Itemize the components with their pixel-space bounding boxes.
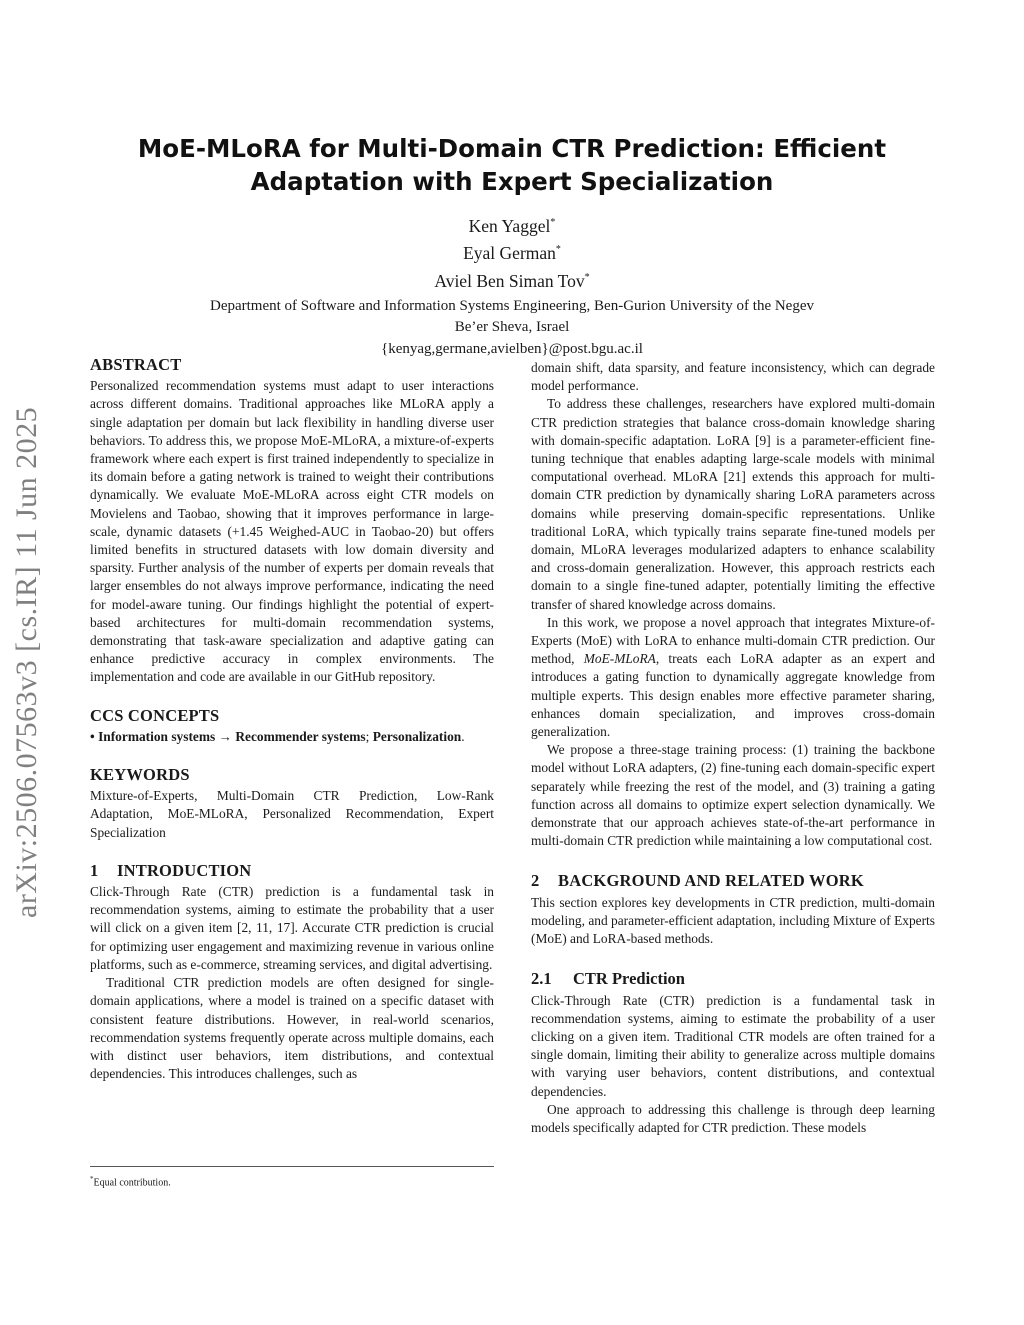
abstract-text: Personalized recommendation systems must adapt to user interactions across different domains. Traditional approaches like MLoRA apply a single adaptation per domain but lack flexibility in handling diverse user behaviors. To address this, we propose MoE-MLoRA, a mixture-of-experts framework where each expert is first trained independently to specialize in its domain before a gating network is trained to weight their contributions dynamically. We evaluate MoE-MLoRA across eight CTR models on Movielens and Taobao, showing that it improves performance in large-scale, dynamic datasets (+1.45 Weighed-AUC in Taobao-20) but offers limited benefits in structured datasets with low domain diversity and sparsity. Further analysis of the number of experts per domain reveals that larger ensembles do not always improve performance, indicating the need for model-aware tuning. Our findings highlight the potential of expert-based architectures for multi-domain recommendation systems, demonstrating that task-aware specialization and adaptive gating can enhance predictive accuracy in complex environments. The implementation and code are available in our GitHub repository. [90, 378, 494, 685]
affiliation-department: Department of Software and Information Systems Engineering, Ben-Gurion University of the Negev [209, 297, 814, 314]
ctr-prediction-heading: 2.1 CTR Prediction [531, 969, 685, 989]
ccs-concepts: • Information systems → Recommender systems; Personalization. [90, 728, 465, 744]
abstract-heading: ABSTRACT [90, 355, 182, 374]
introduction-paragraph: In this work, we propose a novel approach that integrates Mixture-of-Experts (MoE) with LoRA to enhance multi-domain CTR prediction. Our method, MoE-MLoRA, treats each LoRA adapter as an expert and introduces a gating function to dynamically aggregate knowledge from multiple experts. This design enables more effective parameter sharing, enhances domain specialization, and improves cross-domain generalization. [531, 614, 935, 740]
author: Eyal German* [463, 243, 561, 264]
keywords-heading: KEYWORDS [90, 765, 190, 785]
ctr-prediction-paragraph: Click-Through Rate (CTR) prediction is a fundamental task in recommendation systems, aiming to estimate the probability of a user clicking on a given item. Traditional CTR models are often trained for a single domain, limiting their ability to generalize across multiple domains with varying user behaviors, content distributions, and contextual dependencies. [531, 992, 935, 1099]
paper-title: MoE-MLoRA for Multi-Domain CTR Prediction: Efficient Adaptation with Expert Specialization [137, 134, 887, 196]
background-text: This section explores key developments in CTR prediction, multi-domain modeling, and parameter-efficient adaptation, including Mixture of Experts (MoE) and LoRA-based methods. [531, 894, 935, 947]
paper-header [90, 132, 934, 360]
introduction-heading: 1 INTRODUCTION [90, 860, 252, 880]
background-heading: 2 BACKGROUND AND RELATED WORK [531, 871, 864, 891]
affiliation [90, 296, 934, 361]
author: Ken Yaggel* [468, 215, 556, 236]
affiliation-location: Be’er Sheva, Israel [454, 319, 570, 336]
method-name: MoE-MLoRA [583, 651, 656, 667]
footnote: *Equal contribution. [90, 1166, 494, 1189]
author-list [90, 211, 934, 293]
introduction-paragraph-continued: domain shift, data sparsity, and feature inconsistency, which can degrade model performance. [531, 360, 935, 394]
arxiv-identifier: arXiv:2506.07563v3 [cs.IR] 11 Jun 2025 [10, 406, 43, 919]
author: Aviel Ben Siman Tov* [434, 270, 590, 291]
ctr-prediction-paragraph: One approach to addressing this challenge is through deep learning models specifically adapted for CTR prediction. These models [531, 1101, 935, 1135]
introduction-paragraph: We propose a three-stage training process: (1) training the backbone model without LoRA adapters, (2) fine-tuning each domain-specific expert separately while freezing the rest of the model, and (3) training a gating function across all domains to optimize expert selection dynamically. We demonstrate that our approach achieves state-of-the-art performance in multi-domain CTR prediction while maintaining a low computational cost. [531, 742, 935, 849]
keywords-text: Mixture-of-Experts, Multi-Domain CTR Prediction, Low-Rank Adaptation, MoE-MLoRA, Personalized Recommendation, Expert Specialization [90, 788, 494, 840]
introduction-paragraph: Click-Through Rate (CTR) prediction is a fundamental task in recommendation systems, aiming to estimate the probability that a user will click on a given item [2, 11, 17]. Accurate CTR prediction is crucial for optimizing user engagement and maximizing revenue in various online platforms, such as e-commerce, streaming services, and digital advertising. [90, 884, 494, 972]
right-column [531, 359, 935, 1137]
introduction-paragraph: To address these challenges, researchers have explored multi-domain CTR prediction strategies that balance cross-domain knowledge sharing with domain-specific adaptation. LoRA [9] is a parameter-efficient fine-tuning technique that enables adapting large-scale models with minimal computational overhead. MLoRA [21] extends this approach for multi-domain CTR prediction by dynamically sharing LoRA parameters across domains while preserving domain-specific representations. Unlike traditional LoRA, which typically trains separate fine-tuned models per domain, MLoRA leverages modularized adapters to enhance scalability and cross-domain generalization. However, this approach restricts each domain to a single fine-tuned adapter, potentially limiting the effective transfer of shared knowledge across domains. [531, 396, 935, 612]
introduction-paragraph: Traditional CTR prediction models are often designed for single-domain applications, where a model is trained on a specific dataset with consistent feature distributions. However, in real-world scenarios, recommendation systems frequently operate across multiple domains, each with distinct user behaviors, item distributions, and contextual dependencies. This introduces challenges, such as [90, 975, 494, 1082]
ccs-heading: CCS CONCEPTS [90, 705, 220, 725]
left-column [90, 356, 494, 1083]
affiliation-email: {kenyag,germane,avielben}@post.bgu.ac.il [381, 340, 643, 357]
